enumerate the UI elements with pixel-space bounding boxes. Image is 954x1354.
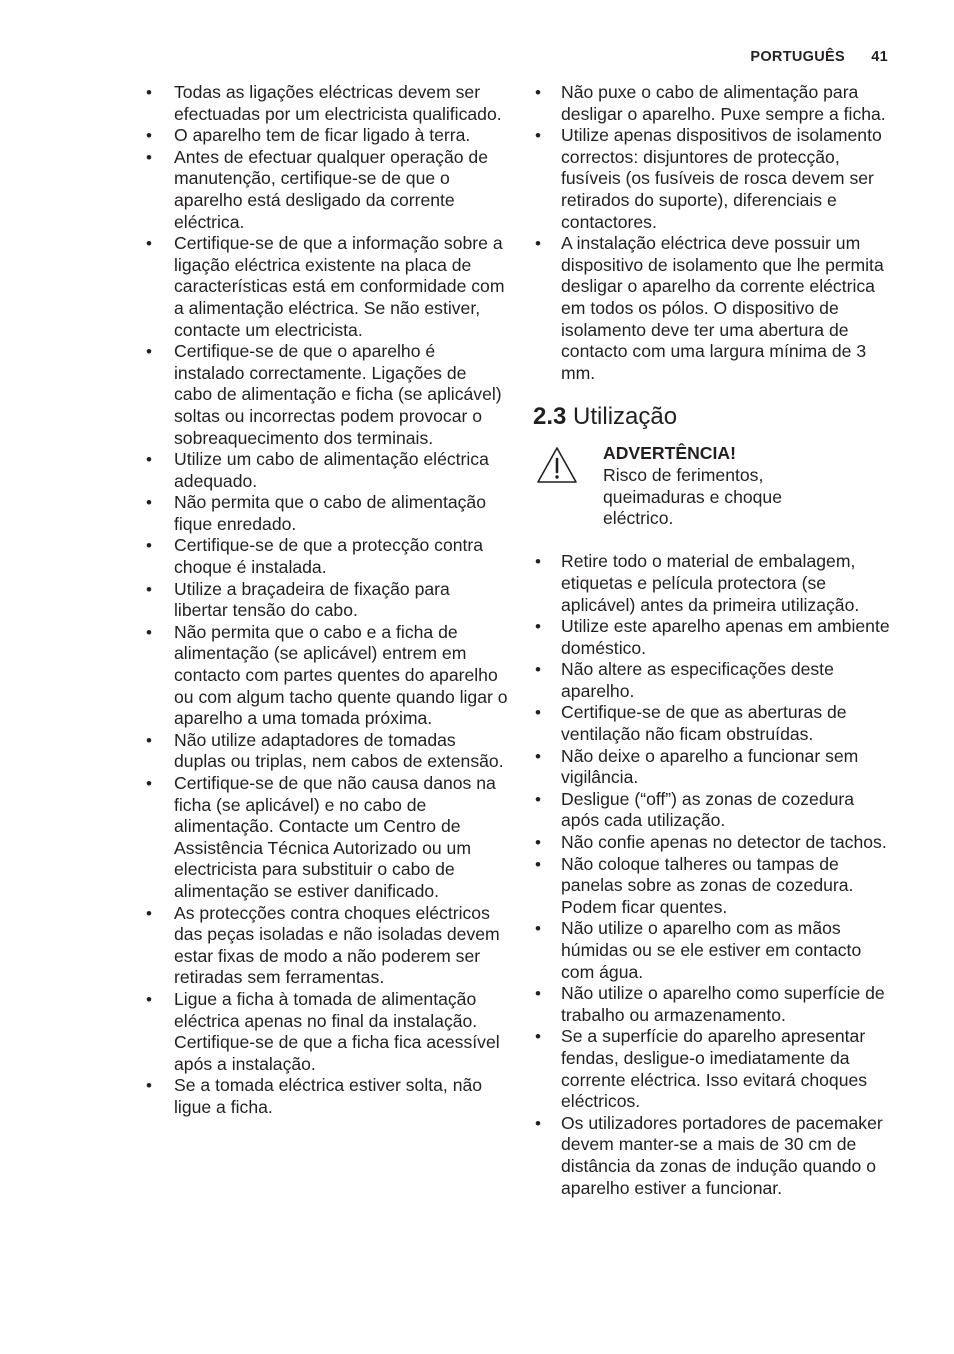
list-item: • Se a tomada eléctrica estiver solta, não ligue a ficha.: [146, 1075, 508, 1118]
list-item: • Não puxe o cabo de alimentação para desligar o aparelho. Puxe sempre a ficha.: [533, 82, 893, 125]
page-header: [750, 49, 888, 65]
list-item: • Se a superfície do aparelho apresentar fendas, desligue-o imediatamente da corrente eléctrica. Isso evitará choques eléctricos.: [533, 1026, 893, 1112]
section-heading: [533, 403, 893, 431]
section-title: Utilização: [573, 403, 678, 431]
list-item: • Certifique-se de que não causa danos na ficha (se aplicável) e no cabo de alimentação. Contacte um Centro de Assistência Técnica Autorizado ou um electricista para substituir o cabo de alimentação se estiver danificado.: [146, 773, 508, 903]
list-item: • Desligue (“off”) as zonas de cozedura após cada utilização.: [533, 789, 893, 832]
warning-box: [533, 443, 893, 539]
list-item: • O aparelho tem de ficar ligado à terra.: [146, 125, 508, 147]
left-bullet-list: [146, 82, 508, 1119]
list-item: • As protecções contra choques eléctricos das peças isoladas e não isoladas devem estar fixas de modo a não poderem ser retiradas sem ferramentas.: [146, 903, 508, 989]
list-item: • A instalação eléctrica deve possuir um dispositivo de isolamento que lhe permita desligar o aparelho da corrente eléctrica em todos os pólos. O dispositivo de isolamento deve ter uma abertura de contacto com uma largura mínima de 3 mm.: [533, 233, 893, 384]
list-item: • Não utilize adaptadores de tomadas duplas ou triplas, nem cabos de extensão.: [146, 730, 508, 773]
list-item: • Retire todo o material de embalagem, etiquetas e película protectora (se aplicável) antes da primeira utilização.: [533, 551, 893, 616]
list-item: • Não permita que o cabo de alimentação fique enredado.: [146, 492, 508, 535]
language-label: PORTUGUÊS: [750, 49, 845, 65]
warning-title: ADVERTÊNCIA!: [603, 443, 736, 464]
section-number: 2.3: [533, 403, 567, 431]
warning-text: Risco de ferimentos, queimaduras e choque eléctrico.: [603, 464, 782, 529]
warning-triangle-icon: [535, 445, 579, 485]
list-item: • Utilize este aparelho apenas em ambiente doméstico.: [533, 616, 893, 659]
list-item: • Não confie apenas no detector de tachos.: [533, 832, 893, 854]
list-item: • Certifique-se de que a informação sobre a ligação eléctrica existente na placa de características está em conformidade com a alimentação eléctrica. Se não estiver, contacte um electricista.: [146, 233, 508, 341]
list-item: • Todas as ligações eléctricas devem ser efectuadas por um electricista qualificado.: [146, 82, 508, 125]
list-item: • Os utilizadores portadores de pacemaker devem manter-se a mais de 30 cm de distância da zonas de indução quando o aparelho estiver a funcionar.: [533, 1113, 893, 1199]
list-item: • Não permita que o cabo e a ficha de alimentação (se aplicável) entrem em contacto com partes quentes do aparelho ou com algum tacho quente quando ligar o aparelho a uma tomada próxima.: [146, 622, 508, 730]
right-bullet-list-top: [533, 82, 893, 384]
list-item: • Não deixe o aparelho a funcionar sem vigilância.: [533, 746, 893, 789]
list-item: • Não coloque talheres ou tampas de panelas sobre as zonas de cozedura. Podem ficar quentes.: [533, 854, 893, 919]
list-item: • Antes de efectuar qualquer operação de manutenção, certifique-se de que o aparelho está desligado da corrente eléctrica.: [146, 147, 508, 233]
list-item: • Utilize a braçadeira de fixação para libertar tensão do cabo.: [146, 579, 508, 622]
list-item: • Não utilize o aparelho como superfície de trabalho ou armazenamento.: [533, 983, 893, 1026]
list-item: • Utilize um cabo de alimentação eléctrica adequado.: [146, 449, 508, 492]
list-item: • Certifique-se de que o aparelho é instalado correctamente. Ligações de cabo de alimentação e ficha (se aplicável) soltas ou incorrectas podem provocar o sobreaquecimento dos terminais.: [146, 341, 508, 449]
list-item: • Não utilize o aparelho com as mãos húmidas ou se ele estiver em contacto com água.: [533, 918, 893, 983]
list-item: • Ligue a ficha à tomada de alimentação eléctrica apenas no final da instalação. Certifique-se de que a ficha fica acessível após a instalação.: [146, 989, 508, 1075]
list-item: • Utilize apenas dispositivos de isolamento correctos: disjuntores de protecção, fusíveis (os fusíveis de rosca devem ser retirados do suporte), diferenciais e contactores.: [533, 125, 893, 233]
list-item: • Não altere as especificações deste aparelho.: [533, 659, 893, 702]
right-column: [533, 82, 893, 1199]
warning-text-block: [603, 443, 823, 529]
right-bullet-list-bottom: [533, 551, 893, 1199]
left-column: [146, 82, 508, 1119]
list-item: • Certifique-se de que a protecção contra choque é instalada.: [146, 535, 508, 578]
list-item: • Certifique-se de que as aberturas de ventilação não ficam obstruídas.: [533, 702, 893, 745]
page-number: 41: [871, 49, 888, 65]
